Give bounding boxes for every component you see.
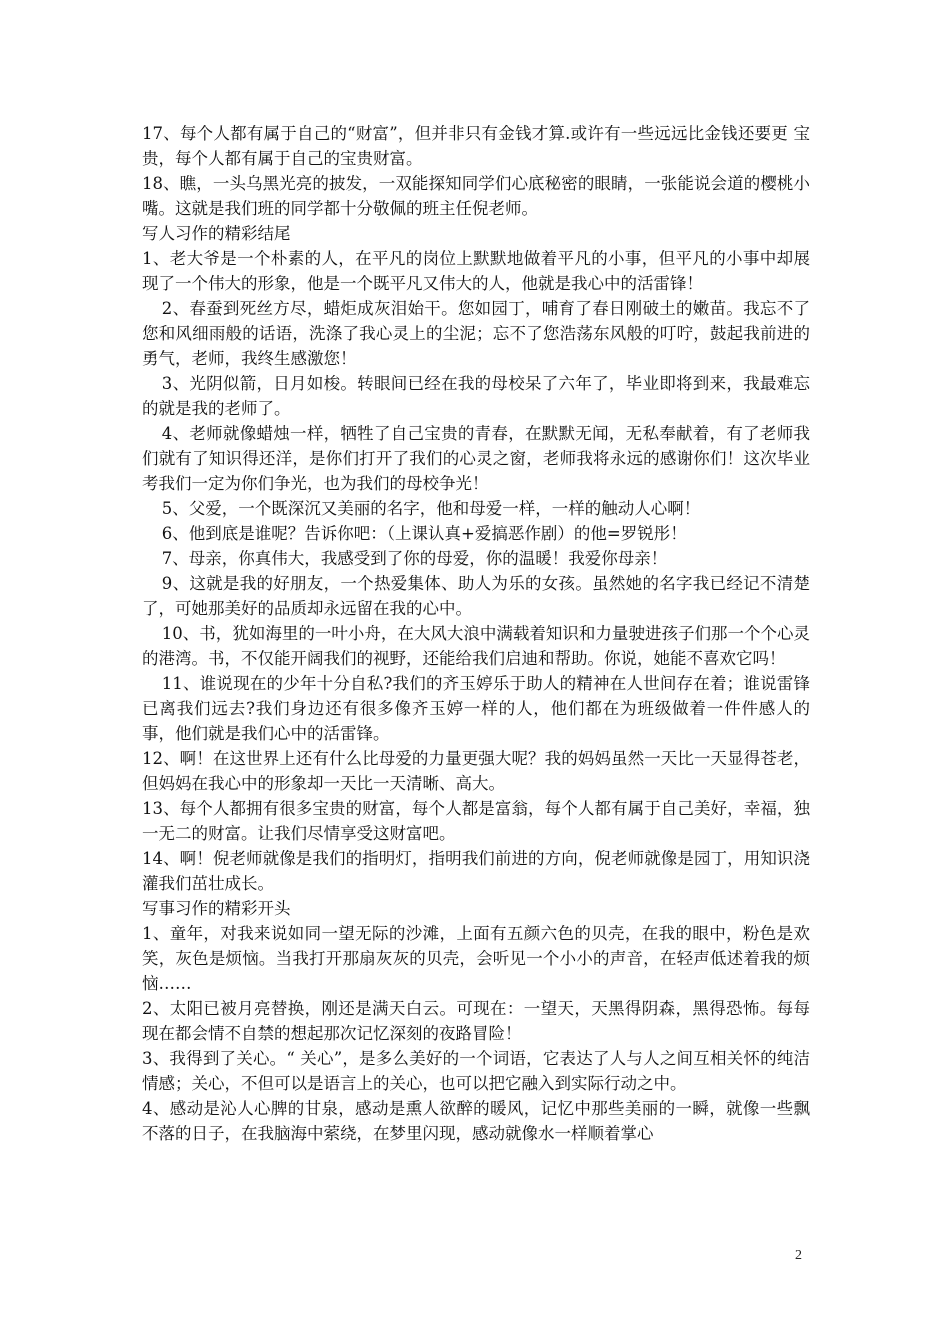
paragraph-14: 12、啊！在这世界上还有什么比母爱的力量更强大呢？我的妈妈虽然一天比一天显得苍老，但妈妈在我心中的形象却一天比一天清晰、高大。 <box>142 749 810 793</box>
paragraph-1: 17、每个人都有属于自己的“财富”，但并非只有金钱才算.或许有一些远远比金钱还要更 宝贵，每个人都有属于自己的宝贵财富。 <box>142 124 810 168</box>
paragraph-13: 11、谁说现在的少年十分自私?我们的齐玉婷乐于助人的精神在人世间存在着；谁说雷锋已离我们远去?我们身边还有很多像齐玉婷一样的人，他们都在为班级做着一件件感人的事，他们就是我们心中的活雷锋。 <box>142 674 810 743</box>
paragraph-7: 4、老师就像蜡烛一样，牺牲了自己宝贵的青春，在默默无闻，无私奉献着，有了老师我们就有了知识得还洋，是你们打开了我们的心灵之窗，老师我将永远的感谢你们！这次毕业考我们一定为你们争光，也为我们的母校争光！ <box>142 424 810 493</box>
paragraph-9: 6、他到底是谁呢？告诉你吧：（上课认真+爱搞恶作剧）的他=罗锐彤！ <box>161 524 687 543</box>
paragraph-21: 4、感动是沁人心脾的甘泉，感动是熏人欲醉的暖风，记忆中那些美丽的一瞬，就像一些飘不落的日子，在我脑海中萦绕，在梦里闪现，感动就像水一样顺着掌心 <box>142 1099 810 1143</box>
paragraph-4: 1、老大爷是一个朴素的人，在平凡的岗位上默默地做着平凡的小事，但平凡的小事中却展现了一个伟大的形象，他是一个既平凡又伟大的人，他就是我心中的活雷锋！ <box>142 249 810 293</box>
paragraph-16: 14、啊！倪老师就像是我们的指明灯，指明我们前进的方向，倪老师就像是园丁，用知识浇灌我们茁壮成长。 <box>142 849 810 893</box>
paragraph-12: 10、书，犹如海里的一叶小舟，在大风大浪中满载着知识和力量驶进孩子们那一个个心灵的港湾。书，不仅能开阔我们的视野，还能给我们启迪和帮助。你说，她能不喜欢它吗！ <box>142 624 810 668</box>
paragraph-2: 18、瞧，一头乌黑光亮的披发，一双能探知同学们心底秘密的眼睛，一张能说会道的樱桃小嘴。这就是我们班的同学都十分敬佩的班主任倪老师。 <box>142 174 810 218</box>
section-heading-event-openings: 写事习作的精彩开头 <box>142 899 291 918</box>
paragraph-20: 3、我得到了关心。“ 关心”，是多么美好的一个词语，它表达了人与人之间互相关怀的纯洁情感；关心，不但可以是语言上的关心，也可以把它融入到实际行动之中。 <box>142 1049 810 1093</box>
section-heading-portrait-endings: 写人习作的精彩结尾 <box>142 224 291 243</box>
paragraph-8: 5、父爱，一个既深沉又美丽的名字，他和母爱一样，一样的触动人心啊！ <box>161 499 701 518</box>
paragraph-6: 3、光阴似箭，日月如梭。转眼间已经在我的母校呆了六年了，毕业即将到来，我最难忘的就是我的老师了。 <box>142 374 810 418</box>
paragraph-18: 1、童年，对我来说如同一望无际的沙滩，上面有五颜六色的贝壳，在我的眼中，粉色是欢笑，灰色是烦恼。当我打开那扇灰灰的贝壳，会听见一个小小的声音，在轻声低述着我的烦恼…… <box>142 924 810 993</box>
paragraph-5: 2、春蚕到死丝方尽，蜡炬成灰泪始干。您如园丁，哺育了春日刚破土的嫩苗。我忘不了您和风细雨般的话语，洗涤了我心灵上的尘泥；忘不了您浩荡东风般的叮咛，鼓起我前进的勇气，老师，我终生感激您！ <box>142 299 810 368</box>
document-body <box>142 121 810 1146</box>
paragraph-10: 7、母亲，你真伟大，我感受到了你的母爱，你的温暖！我爱你母亲！ <box>161 549 668 568</box>
page-number: 2 <box>795 1248 802 1263</box>
paragraph-15: 13、每个人都拥有很多宝贵的财富，每个人都是富翁，每个人都有属于自己美好，幸福，独一无二的财富。让我们尽情享受这财富吧。 <box>142 799 810 843</box>
paragraph-19: 2、太阳已被月亮替换，刚还是满天白云。可现在：一望天，天黑得阴森，黑得恐怖。每每现在都会情不自禁的想起那次记忆深刻的夜路冒险！ <box>142 999 810 1043</box>
paragraph-11: 9、这就是我的好朋友，一个热爱集体、助人为乐的女孩。虽然她的名字我已经记不清楚了，可她那美好的品质却永远留在我的心中。 <box>142 574 810 618</box>
